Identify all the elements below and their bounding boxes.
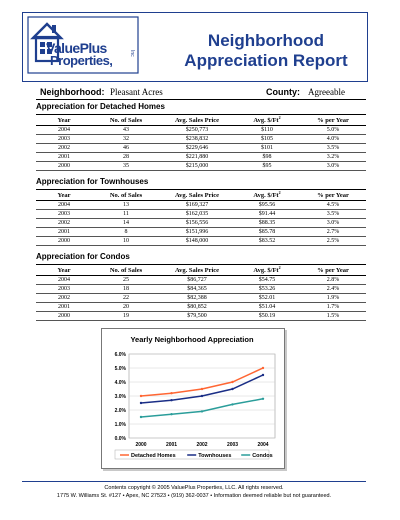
table-cell: $215,000	[160, 162, 234, 171]
column-header-year	[36, 115, 92, 126]
table-cell: 1.9%	[300, 294, 366, 303]
table-cell: 2004	[36, 126, 92, 135]
legend-label: Detached Homes	[131, 453, 176, 459]
neighborhood-label: Neighborhood:	[40, 87, 105, 97]
column-header-text: % per Year	[317, 266, 349, 274]
table-cell: $162,035	[160, 210, 234, 219]
column-header-year	[36, 190, 92, 201]
chart-title: Yearly Neighborhood Appreciation	[130, 335, 254, 344]
table-cell: 2003	[36, 285, 92, 294]
table-row	[36, 153, 366, 162]
table-cell: $101	[234, 144, 300, 153]
column-header-text: No. of Sales	[109, 191, 143, 199]
table-cell: 1.5%	[300, 312, 366, 321]
table-cell: $88.35	[234, 219, 300, 228]
x-tick-label: 2003	[226, 442, 239, 448]
column-header-sqft	[234, 265, 300, 276]
table-cell: 3.0%	[300, 162, 366, 171]
table-cell: $54.75	[234, 276, 300, 285]
data-point	[201, 388, 203, 390]
table-cell: $169,327	[160, 201, 234, 210]
data-point	[170, 399, 172, 401]
table-cell: 4.0%	[300, 135, 366, 144]
table-cell: 2.5%	[300, 237, 366, 246]
column-header-sqft	[234, 190, 300, 201]
table-cell: 3.5%	[300, 144, 366, 153]
y-tick-label: 2.0%	[114, 408, 126, 414]
table-cell: $238,832	[160, 135, 234, 144]
appreciation-table	[36, 114, 366, 171]
superscript-2: 2	[278, 115, 281, 121]
column-header-text: % per Year	[317, 191, 349, 199]
table-row	[36, 210, 366, 219]
table-cell: $151,996	[160, 228, 234, 237]
superscript-2: 2	[278, 190, 281, 196]
column-header-price	[160, 265, 234, 276]
table-cell: $95.56	[234, 201, 300, 210]
county-label: County:	[266, 87, 300, 97]
table-cell: 25	[92, 276, 160, 285]
data-point	[170, 413, 172, 415]
table-row	[36, 201, 366, 210]
table-cell: $82,388	[160, 294, 234, 303]
appreciation-table	[36, 264, 366, 321]
column-header-sales	[92, 115, 160, 126]
column-header-price	[160, 190, 234, 201]
section-title: Appreciation for Condos	[36, 252, 130, 261]
data-point	[201, 410, 203, 412]
section-title: Appreciation for Detached Homes	[36, 102, 165, 111]
table-cell: 2.8%	[300, 276, 366, 285]
y-tick-label: 1.0%	[114, 422, 126, 428]
table-cell: 22	[92, 294, 160, 303]
table-cell: 18	[92, 285, 160, 294]
table-cell: 2.4%	[300, 285, 366, 294]
column-header-price	[160, 115, 234, 126]
report-title-line1: Neighborhood	[207, 31, 325, 50]
column-header-text: Avg. Sales Price	[174, 266, 220, 274]
table-cell: 2000	[36, 237, 92, 246]
table-cell: $52.01	[234, 294, 300, 303]
table-cell: 20	[92, 303, 160, 312]
county-value: Agreeable	[308, 87, 345, 97]
info-divider	[36, 99, 366, 100]
footer-copyright: Contents copyright © 2005 ValuePlus Properties, LLC. All rights reserved.	[104, 485, 284, 491]
table-cell: $85.78	[234, 228, 300, 237]
table-cell: 8	[92, 228, 160, 237]
table-cell: 19	[92, 312, 160, 321]
table-cell: 32	[92, 135, 160, 144]
footer-divider	[22, 481, 366, 482]
y-tick-label: 4.0%	[114, 380, 126, 386]
column-header-pct	[300, 265, 366, 276]
table-cell: 2002	[36, 294, 92, 303]
table-cell: $148,000	[160, 237, 234, 246]
table-row	[36, 144, 366, 153]
column-header-text: Avg. Sales Price	[174, 116, 220, 124]
table-cell: $105	[234, 135, 300, 144]
table-cell: 28	[92, 153, 160, 162]
column-header-sales	[92, 265, 160, 276]
section-title: Appreciation for Townhouses	[36, 177, 149, 186]
table-cell: $51.04	[234, 303, 300, 312]
column-header-text: Avg. $/Ft	[253, 117, 279, 125]
legend-label: Townhouses	[198, 453, 232, 459]
table-cell: 2003	[36, 210, 92, 219]
table-row	[36, 303, 366, 312]
appreciation-table	[36, 189, 366, 246]
data-point	[231, 381, 233, 383]
neighborhood-value: Pleasant Acres	[110, 87, 163, 97]
table-cell: $156,556	[160, 219, 234, 228]
y-tick-label: 0.0%	[114, 436, 126, 442]
table-cell: $98	[234, 153, 300, 162]
table-cell: $84,365	[160, 285, 234, 294]
table-cell: $229,646	[160, 144, 234, 153]
table-cell: $79,500	[160, 312, 234, 321]
table-cell: 2003	[36, 135, 92, 144]
table-row	[36, 285, 366, 294]
x-tick-label: 2001	[165, 442, 178, 448]
table-cell: 2001	[36, 228, 92, 237]
column-header-sqft	[234, 115, 300, 126]
data-point	[140, 416, 142, 418]
data-point	[140, 402, 142, 404]
appreciation-chart	[101, 328, 283, 467]
table-row	[36, 126, 366, 135]
table-cell: $110	[234, 126, 300, 135]
table-cell: 10	[92, 237, 160, 246]
table-cell: 2001	[36, 153, 92, 162]
column-header-year	[36, 265, 92, 276]
superscript-2: 2	[278, 265, 281, 271]
table-cell: $83.52	[234, 237, 300, 246]
data-point	[262, 374, 264, 376]
table-cell: $53.26	[234, 285, 300, 294]
column-header-text: Avg. $/Ft	[253, 267, 279, 275]
report-title-line2: Appreciation Report	[184, 51, 348, 70]
table-cell: 2004	[36, 201, 92, 210]
data-point	[201, 395, 203, 397]
table-cell: 1.7%	[300, 303, 366, 312]
table-cell: 13	[92, 201, 160, 210]
x-tick-label: 2004	[257, 442, 269, 448]
table-row	[36, 294, 366, 303]
table-cell: 14	[92, 219, 160, 228]
table-cell: $50.19	[234, 312, 300, 321]
table-row	[36, 237, 366, 246]
x-tick-label: 2000	[135, 442, 147, 448]
table-cell: $250,773	[160, 126, 234, 135]
table-cell: 46	[92, 144, 160, 153]
table-cell: 35	[92, 162, 160, 171]
x-tick-label: 2002	[196, 442, 208, 448]
table-cell: 11	[92, 210, 160, 219]
table-cell: $91.44	[234, 210, 300, 219]
data-point	[262, 367, 264, 369]
column-header-pct	[300, 190, 366, 201]
table-row	[36, 162, 366, 171]
column-header-text: % per Year	[317, 116, 349, 124]
column-header-text: Year	[57, 116, 71, 124]
data-point	[231, 403, 233, 405]
table-cell: 2000	[36, 312, 92, 321]
table-cell: $95	[234, 162, 300, 171]
column-header-text: Year	[57, 266, 71, 274]
data-point	[262, 398, 264, 400]
column-header-text: No. of Sales	[109, 116, 143, 124]
table-cell: 2.7%	[300, 228, 366, 237]
table-cell: 2004	[36, 276, 92, 285]
table-cell: 43	[92, 126, 160, 135]
logo-line2: Properties,	[50, 53, 113, 68]
y-tick-label: 6.0%	[114, 352, 126, 358]
data-point	[170, 392, 172, 394]
column-header-text: Avg. $/Ft	[253, 192, 279, 200]
table-cell: 3.5%	[300, 210, 366, 219]
y-tick-label: 3.0%	[114, 394, 126, 400]
data-point	[231, 388, 233, 390]
table-cell: 2002	[36, 219, 92, 228]
table-cell: 3.2%	[300, 153, 366, 162]
table-row	[36, 219, 366, 228]
y-tick-label: 5.0%	[114, 366, 126, 372]
table-cell: 3.0%	[300, 219, 366, 228]
data-point	[140, 395, 142, 397]
table-cell: 2001	[36, 303, 92, 312]
table-cell: 4.5%	[300, 201, 366, 210]
footer-address: 1775 W. Williams St. #127 • Apex, NC 27523 • (919) 362-0037 • Information deemed reliable but not guaranteed.	[56, 493, 332, 499]
table-cell: $86,727	[160, 276, 234, 285]
table-cell: $80,852	[160, 303, 234, 312]
logo-line1: ValuePlus	[46, 40, 107, 56]
table-row	[36, 228, 366, 237]
legend-label: Condos	[252, 453, 273, 459]
column-header-sales	[92, 190, 160, 201]
table-row	[36, 135, 366, 144]
column-header-text: No. of Sales	[109, 266, 143, 274]
table-cell: 5.0%	[300, 126, 366, 135]
column-header-pct	[300, 115, 366, 126]
logo-inc: Inc	[129, 50, 135, 57]
table-cell: $221,880	[160, 153, 234, 162]
column-header-text: Avg. Sales Price	[174, 191, 220, 199]
column-header-text: Year	[57, 191, 71, 199]
table-row	[36, 312, 366, 321]
table-cell: 2002	[36, 144, 92, 153]
table-row	[36, 276, 366, 285]
table-cell: 2000	[36, 162, 92, 171]
